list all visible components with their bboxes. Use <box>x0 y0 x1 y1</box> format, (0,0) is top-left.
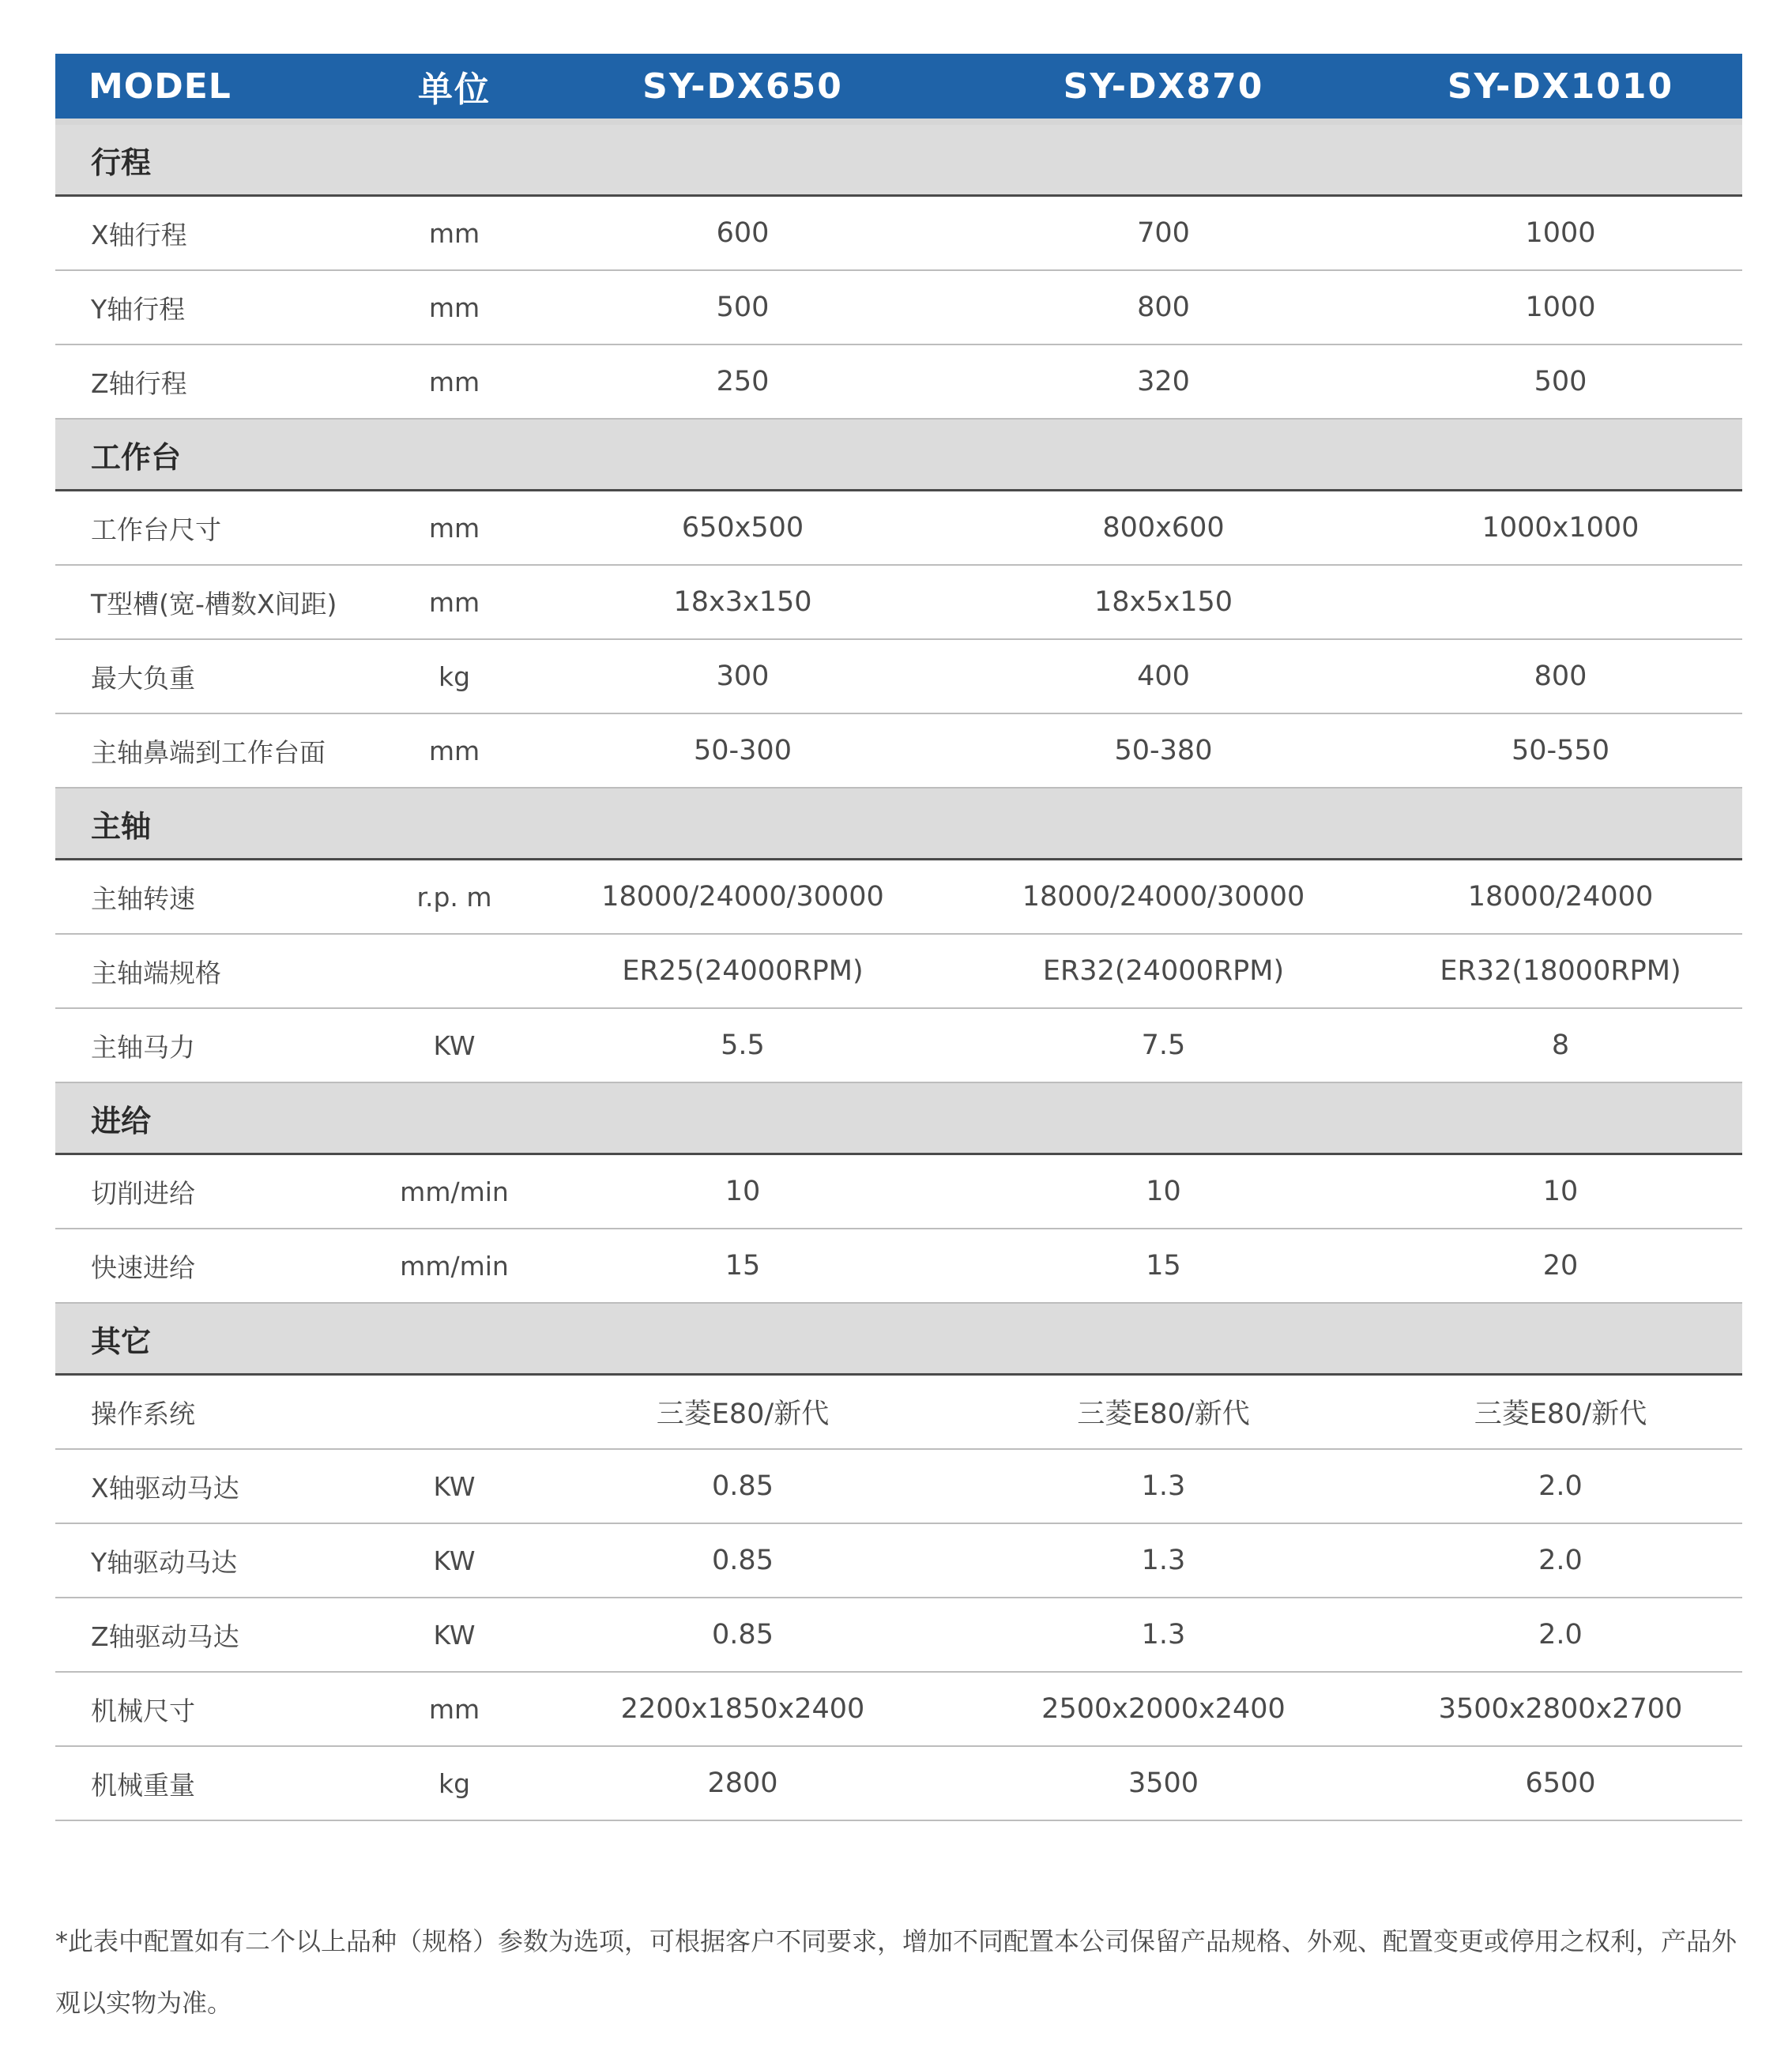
spec-value: 650x500 <box>537 491 948 566</box>
spec-unit: mm <box>371 270 537 344</box>
table-row <box>55 1229 1742 1303</box>
spec-value: 10 <box>537 1154 948 1229</box>
spec-unit: kg <box>371 1746 537 1820</box>
spec-value: 600 <box>537 196 948 271</box>
spec-name: Y轴驱动马达 <box>55 1523 371 1598</box>
spec-value: 6500 <box>1379 1746 1742 1820</box>
spec-unit: mm/min <box>371 1154 537 1229</box>
table-row <box>55 1523 1742 1598</box>
spec-name: 主轴马力 <box>55 1008 371 1082</box>
spec-value: 800 <box>948 270 1379 344</box>
spec-value: 250 <box>537 344 948 419</box>
spec-name: 快速进给 <box>55 1229 371 1303</box>
spec-unit: mm <box>371 344 537 419</box>
spec-value: 400 <box>948 639 1379 713</box>
spec-name: Z轴行程 <box>55 344 371 419</box>
table-row <box>55 1746 1742 1820</box>
spec-value: 三菱E80/新代 <box>948 1375 1379 1450</box>
spec-value: 2.0 <box>1379 1523 1742 1598</box>
spec-value: 2200x1850x2400 <box>537 1672 948 1746</box>
spec-value: 15 <box>948 1229 1379 1303</box>
spec-unit: KW <box>371 1008 537 1082</box>
spec-unit <box>371 1375 537 1450</box>
spec-value: 2.0 <box>1379 1449 1742 1523</box>
table-row <box>55 1154 1742 1229</box>
spec-value: 1000 <box>1379 270 1742 344</box>
spec-value: 320 <box>948 344 1379 419</box>
table-row <box>55 270 1742 344</box>
spec-value: 1.3 <box>948 1598 1379 1672</box>
spec-name: 最大负重 <box>55 639 371 713</box>
spec-name: Z轴驱动马达 <box>55 1598 371 1672</box>
spec-name: X轴行程 <box>55 196 371 271</box>
footnote: *此表中配置如有二个以上品种（规格）参数为选项，可根据客户不同要求，增加不同配置本公司保留产品规格、外观、配置变更或停用之权利，产品外观以实物为准。 <box>55 1926 1737 2018</box>
spec-value: 50-300 <box>537 713 948 788</box>
section-title: 进给 <box>55 1082 1742 1154</box>
spec-name: X轴驱动马达 <box>55 1449 371 1523</box>
spec-value: 0.85 <box>537 1523 948 1598</box>
spec-unit: KW <box>371 1449 537 1523</box>
spec-unit: mm <box>371 565 537 639</box>
spec-value: 700 <box>948 196 1379 271</box>
table-row <box>55 565 1742 639</box>
spec-name: 机械尺寸 <box>55 1672 371 1746</box>
spec-value: 三菱E80/新代 <box>1379 1375 1742 1450</box>
spec-value: 10 <box>1379 1154 1742 1229</box>
spec-value: 18000/24000 <box>1379 860 1742 935</box>
section-title: 其它 <box>55 1303 1742 1375</box>
spec-value: ER32(18000RPM) <box>1379 934 1742 1008</box>
spec-unit: KW <box>371 1598 537 1672</box>
spec-unit: mm <box>371 196 537 271</box>
spec-value: 18x3x150 <box>537 565 948 639</box>
unit-header: 单位 <box>371 54 537 122</box>
spec-value: 500 <box>1379 344 1742 419</box>
spec-value: 0.85 <box>537 1449 948 1523</box>
spec-value: 1.3 <box>948 1523 1379 1598</box>
spec-value: 15 <box>537 1229 948 1303</box>
section-header-row <box>55 122 1742 196</box>
spec-value: 1000x1000 <box>1379 491 1742 566</box>
table-row <box>55 1008 1742 1082</box>
spec-unit: mm/min <box>371 1229 537 1303</box>
spec-unit: mm <box>371 713 537 788</box>
table-row <box>55 934 1742 1008</box>
spec-value: 800 <box>1379 639 1742 713</box>
spec-unit <box>371 934 537 1008</box>
spec-value: 20 <box>1379 1229 1742 1303</box>
spec-name: 操作系统 <box>55 1375 371 1450</box>
section-header-row <box>55 419 1742 491</box>
spec-value: 2500x2000x2400 <box>948 1672 1379 1746</box>
spec-value: ER25(24000RPM) <box>537 934 948 1008</box>
model-name-header: SY-DX1010 <box>1379 54 1742 122</box>
spec-unit: kg <box>371 639 537 713</box>
spec-unit: mm <box>371 491 537 566</box>
spec-name: 机械重量 <box>55 1746 371 1820</box>
table-row <box>55 196 1742 271</box>
section-header-row <box>55 788 1742 860</box>
spec-value: 2.0 <box>1379 1598 1742 1672</box>
section-header-row <box>55 1082 1742 1154</box>
spec-unit: mm <box>371 1672 537 1746</box>
spec-value: 3500 <box>948 1746 1379 1820</box>
table-row <box>55 344 1742 419</box>
spec-name: 主轴端规格 <box>55 934 371 1008</box>
spec-value: 500 <box>537 270 948 344</box>
table-row <box>55 1375 1742 1450</box>
spec-value: 50-550 <box>1379 713 1742 788</box>
table-row <box>55 713 1742 788</box>
spec-value: 18000/24000/30000 <box>537 860 948 935</box>
section-title: 行程 <box>55 122 1742 196</box>
section-title: 工作台 <box>55 419 1742 491</box>
spec-value: 18000/24000/30000 <box>948 860 1379 935</box>
spec-body <box>55 122 1742 1820</box>
spec-value: 18x5x150 <box>948 565 1379 639</box>
spec-name: 工作台尺寸 <box>55 491 371 566</box>
table-row <box>55 1449 1742 1523</box>
spec-value: 5.5 <box>537 1008 948 1082</box>
spec-value: 10 <box>948 1154 1379 1229</box>
table-row <box>55 639 1742 713</box>
spec-value: 2800 <box>537 1746 948 1820</box>
spec-value: 300 <box>537 639 948 713</box>
spec-name: 主轴转速 <box>55 860 371 935</box>
spec-value: 7.5 <box>948 1008 1379 1082</box>
spec-name: T型槽(宽-槽数X间距) <box>55 565 371 639</box>
spec-value: 50-380 <box>948 713 1379 788</box>
spec-value: 8 <box>1379 1008 1742 1082</box>
spec-value: 0.85 <box>537 1598 948 1672</box>
spec-name: 切削进给 <box>55 1154 371 1229</box>
spec-value <box>1379 565 1742 639</box>
table-header <box>55 54 1742 122</box>
spec-name: 主轴鼻端到工作台面 <box>55 713 371 788</box>
spec-value: 1000 <box>1379 196 1742 271</box>
table-row <box>55 1672 1742 1746</box>
table-row <box>55 860 1742 935</box>
table-row <box>55 1598 1742 1672</box>
section-header-row <box>55 1303 1742 1375</box>
spec-value: 3500x2800x2700 <box>1379 1672 1742 1746</box>
spec-unit: KW <box>371 1523 537 1598</box>
model-header: MODEL <box>55 54 371 122</box>
spec-unit: r.p. m <box>371 860 537 935</box>
section-title: 主轴 <box>55 788 1742 860</box>
spec-table <box>55 54 1742 1821</box>
spec-value: 800x600 <box>948 491 1379 566</box>
model-name-header: SY-DX650 <box>537 54 948 122</box>
table-row <box>55 491 1742 566</box>
spec-value: 1.3 <box>948 1449 1379 1523</box>
spec-value: ER32(24000RPM) <box>948 934 1379 1008</box>
spec-value: 三菱E80/新代 <box>537 1375 948 1450</box>
model-name-header: SY-DX870 <box>948 54 1379 122</box>
spec-name: Y轴行程 <box>55 270 371 344</box>
